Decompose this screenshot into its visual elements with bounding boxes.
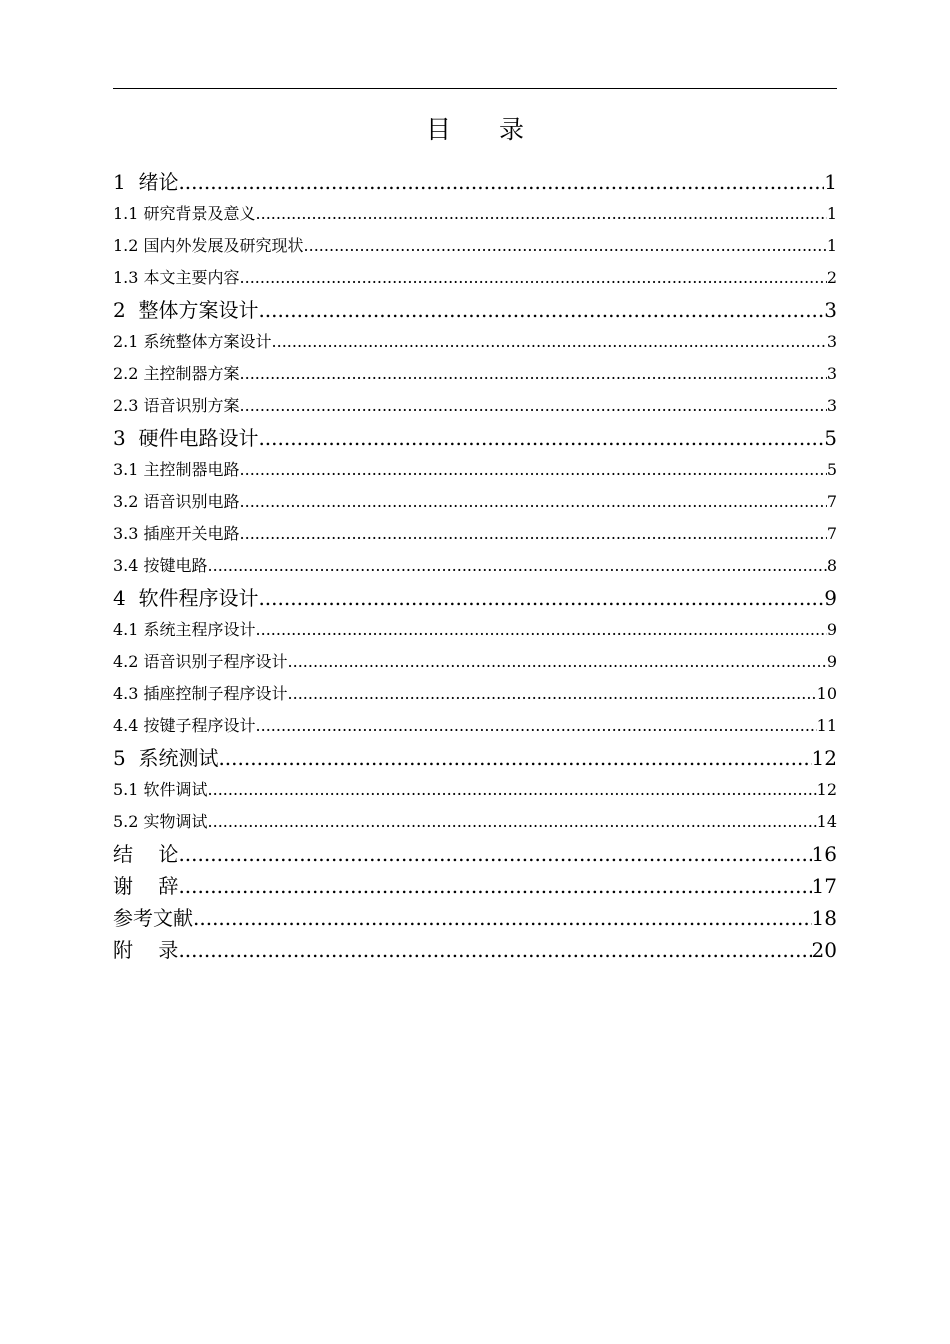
toc-dot-leader (178, 870, 811, 902)
toc-entry-label: 2.2 主控制器方案 (113, 364, 240, 383)
toc-entry[interactable] (113, 326, 837, 358)
toc-entry-page-number: 20 (811, 938, 837, 962)
toc-entry[interactable] (113, 678, 837, 710)
toc-entry-label: 2.3 语音识别方案 (113, 396, 240, 415)
toc-entry-label: 3 硬件电路设计 (113, 426, 259, 450)
toc-title-char-1: 目 (425, 115, 451, 144)
toc-entry-page-number: 3 (824, 298, 837, 322)
toc-entry-page-number: 10 (816, 684, 837, 703)
toc-title-char-2: 录 (499, 115, 525, 144)
toc-entry-label: 3.1 主控制器电路 (113, 460, 240, 479)
toc-dot-leader (218, 742, 811, 774)
toc-entry-page-number: 1 (826, 204, 837, 223)
toc-entry-page-number: 12 (816, 780, 837, 799)
toc-entry[interactable] (113, 294, 837, 326)
toc-entry-page-number: 7 (826, 492, 837, 511)
toc-entry-page-number: 9 (824, 586, 837, 610)
toc-list (113, 166, 837, 966)
toc-entry-label: 4.2 语音识别子程序设计 (113, 652, 288, 671)
toc-entry-label: 3.3 插座开关电路 (113, 524, 240, 543)
toc-dot-leader (240, 454, 827, 486)
toc-entry-page-number: 9 (826, 652, 837, 671)
toc-dot-leader (256, 198, 827, 230)
toc-entry-page-number: 17 (811, 874, 837, 898)
toc-entry[interactable] (113, 614, 837, 646)
toc-dot-leader (240, 262, 827, 294)
toc-entry-label: 2.1 系统整体方案设计 (113, 332, 272, 351)
toc-dot-leader (258, 582, 824, 614)
toc-entry-label: 1.1 研究背景及意义 (113, 204, 256, 223)
toc-entry-label: 4 软件程序设计 (113, 586, 259, 610)
toc-dot-leader (258, 422, 824, 454)
toc-dot-leader (240, 486, 827, 518)
toc-entry-page-number: 5 (824, 426, 837, 450)
toc-entry-label: 3.4 按键电路 (113, 556, 208, 575)
toc-entry[interactable] (113, 902, 837, 934)
toc-entry[interactable] (113, 646, 837, 678)
toc-entry[interactable] (113, 550, 837, 582)
toc-entry-page-number: 12 (811, 746, 837, 770)
toc-dot-leader (178, 166, 824, 198)
toc-entry-label: 5.1 软件调试 (113, 780, 208, 799)
toc-entry[interactable] (113, 806, 837, 838)
toc-entry-label: 4.4 按键子程序设计 (113, 716, 256, 735)
toc-entry-page-number: 5 (826, 460, 837, 479)
toc-entry-label: 1.2 国内外发展及研究现状 (113, 236, 304, 255)
toc-dot-leader (208, 806, 817, 838)
toc-entry[interactable] (113, 486, 837, 518)
toc-entry[interactable] (113, 422, 837, 454)
toc-entry[interactable] (113, 198, 837, 230)
toc-title (113, 110, 837, 150)
toc-entry-label: 1 绪论 (113, 170, 179, 194)
toc-entry[interactable] (113, 582, 837, 614)
toc-dot-leader (178, 838, 811, 870)
toc-entry-page-number: 18 (811, 906, 837, 930)
toc-entry[interactable] (113, 710, 837, 742)
toc-dot-leader (208, 774, 817, 806)
toc-entry[interactable] (113, 262, 837, 294)
toc-entry[interactable] (113, 870, 837, 902)
toc-entry-page-number: 8 (826, 556, 837, 575)
toc-entry-page-number: 2 (826, 268, 837, 287)
toc-entry-page-number: 1 (826, 236, 837, 255)
toc-entry-label: 参考文献 (113, 906, 193, 930)
toc-dot-leader (256, 614, 827, 646)
toc-entry-page-number: 3 (826, 396, 837, 415)
toc-entry[interactable] (113, 838, 837, 870)
toc-entry[interactable] (113, 390, 837, 422)
toc-entry-page-number: 3 (826, 332, 837, 351)
toc-entry-page-number: 16 (811, 842, 837, 866)
toc-dot-leader (240, 390, 827, 422)
toc-entry-page-number: 1 (824, 170, 837, 194)
toc-entry-label: 谢 辞 (113, 874, 179, 898)
toc-dot-leader (258, 294, 824, 326)
toc-entry-page-number: 7 (826, 524, 837, 543)
toc-dot-leader (178, 934, 811, 966)
toc-dot-leader (240, 358, 827, 390)
toc-entry[interactable] (113, 358, 837, 390)
toc-entry-page-number: 11 (816, 716, 837, 735)
toc-entry-page-number: 9 (826, 620, 837, 639)
header-rule (113, 88, 837, 89)
toc-entry[interactable] (113, 230, 837, 262)
toc-dot-leader (288, 678, 817, 710)
toc-dot-leader (288, 646, 827, 678)
toc-entry-page-number: 14 (816, 812, 837, 831)
toc-entry-page-number: 3 (826, 364, 837, 383)
toc-dot-leader (240, 518, 827, 550)
toc-entry[interactable] (113, 774, 837, 806)
toc-entry[interactable] (113, 934, 837, 966)
toc-dot-leader (304, 230, 827, 262)
toc-entry-label: 4.1 系统主程序设计 (113, 620, 256, 639)
toc-entry-label: 附 录 (113, 938, 179, 962)
toc-entry-label: 2 整体方案设计 (113, 298, 259, 322)
toc-entry-label: 1.3 本文主要内容 (113, 268, 240, 287)
toc-entry-label: 4.3 插座控制子程序设计 (113, 684, 288, 703)
toc-entry-label: 3.2 语音识别电路 (113, 492, 240, 511)
toc-entry-label: 5.2 实物调试 (113, 812, 208, 831)
toc-entry[interactable] (113, 742, 837, 774)
toc-entry[interactable] (113, 166, 837, 198)
toc-dot-leader (272, 326, 827, 358)
toc-entry-label: 5 系统测试 (113, 746, 219, 770)
toc-dot-leader (193, 902, 812, 934)
toc-entry-label: 结 论 (113, 842, 179, 866)
toc-entry[interactable] (113, 518, 837, 550)
toc-dot-leader (208, 550, 827, 582)
toc-dot-leader (256, 710, 817, 742)
toc-entry[interactable] (113, 454, 837, 486)
